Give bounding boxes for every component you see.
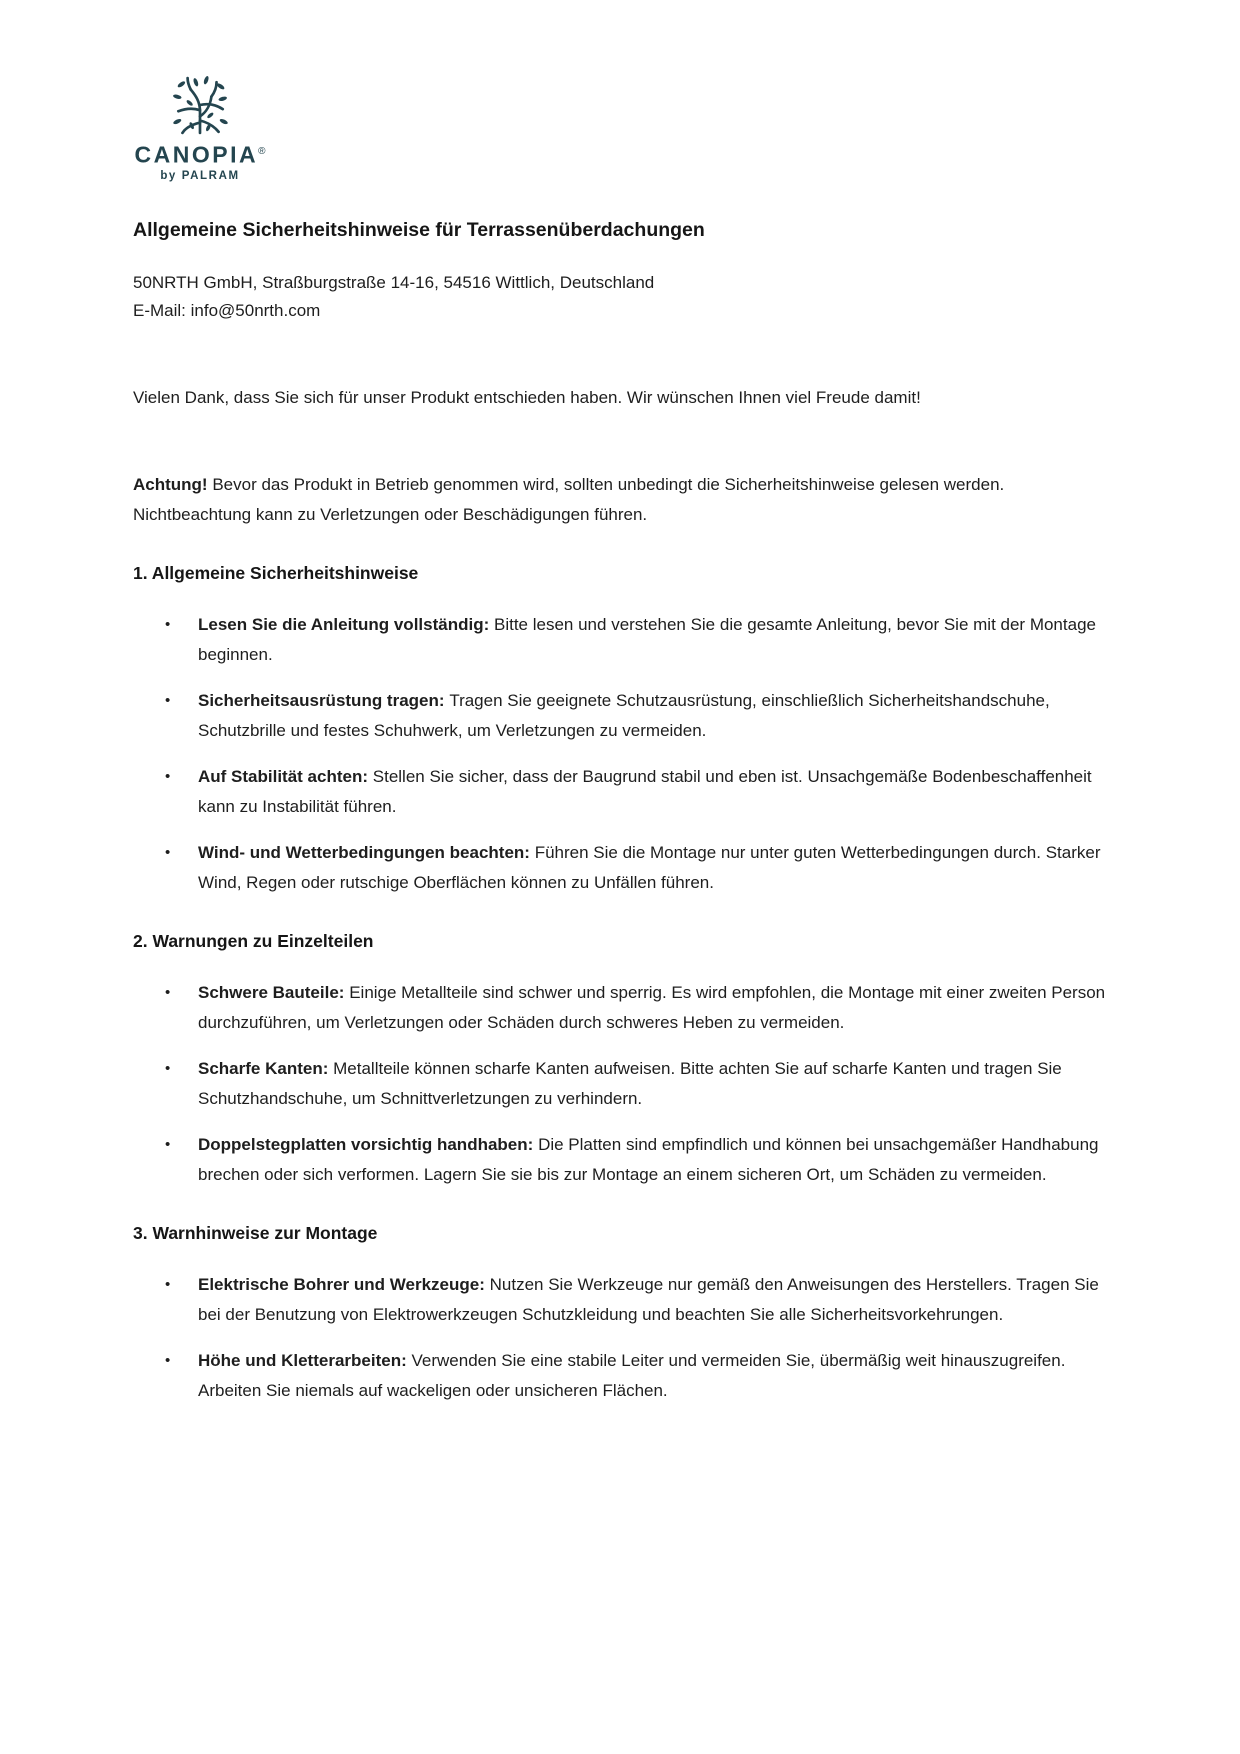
- list-item-text: Stellen Sie sicher, dass der Baugrund stabil und eben ist. Unsachgemäße Bodenbeschaffenheit kann zu Instabilität führen.: [198, 766, 1092, 816]
- brand-name: CANOPIA: [134, 141, 259, 168]
- list-item: [133, 1130, 1107, 1190]
- list-item-text: Tragen Sie geeignete Schutzausrüstung, einschließlich Sicherheitshandschuhe, Schutzbrille und festes Schuhwerk, um Verletzungen zu vermeiden.: [198, 690, 1050, 740]
- bullet-icon: •: [165, 1275, 171, 1293]
- list-item-label: Höhe und Kletterarbeiten:: [198, 1350, 407, 1370]
- list-item-body: [198, 978, 1107, 1038]
- bullet-icon: •: [165, 983, 171, 1001]
- list-item-label: Doppelstegplatten vorsichtig handhaben:: [198, 1134, 534, 1154]
- registered-mark: ®: [258, 146, 266, 157]
- section-1-heading: 1. Allgemeine Sicherheitshinweise: [133, 562, 419, 583]
- list-item-body: [198, 1270, 1107, 1330]
- bullet-icon: •: [165, 1351, 171, 1369]
- section-2-heading: 2. Warnungen zu Einzelteilen: [133, 930, 374, 951]
- list-item: [133, 1270, 1107, 1330]
- bullet-icon: •: [165, 767, 171, 785]
- list-item-body: [198, 1054, 1107, 1114]
- section-3-heading: 3. Warnhinweise zur Montage: [133, 1222, 378, 1243]
- list-item-body: [198, 762, 1107, 822]
- list-item-label: Auf Stabilität achten:: [198, 766, 369, 786]
- list-item-text: Metallteile können scharfe Kanten aufweisen. Bitte achten Sie auf scharfe Kanten und tragen Sie Schutzhandschuhe, um Schnittverletzungen zu verhindern.: [198, 1058, 1062, 1108]
- list-item-body: [198, 1130, 1107, 1190]
- list-item: [133, 610, 1107, 670]
- list-item: [133, 762, 1107, 822]
- list-item-label: Lesen Sie die Anleitung vollständig:: [198, 614, 490, 634]
- canopia-logo: [133, 74, 267, 182]
- canopia-tree-icon: [133, 74, 267, 136]
- section-3-list: [133, 1270, 1107, 1406]
- list-item-text: Die Platten sind empfindlich und können bei unsachgemäßer Handhabung brechen oder sich verformen. Lagern Sie sie bis zur Montage an einem sicheren Ort, um Schäden zu vermeiden.: [198, 1134, 1099, 1184]
- list-item-body: [198, 686, 1107, 746]
- bullet-icon: •: [165, 615, 171, 633]
- list-item-label: Scharfe Kanten:: [198, 1058, 329, 1078]
- bullet-icon: •: [165, 691, 171, 709]
- bullet-icon: •: [165, 843, 171, 861]
- brand-byline: by PALRAM: [160, 169, 240, 182]
- list-item-label: Schwere Bauteile:: [198, 982, 345, 1002]
- warning-paragraph: [133, 470, 1107, 530]
- page-title: Allgemeine Sicherheitshinweise für Terrassenüberdachungen: [133, 218, 705, 241]
- list-item-label: Wind- und Wetterbedingungen beachten:: [198, 842, 530, 862]
- bullet-icon: •: [165, 1059, 171, 1077]
- list-item-body: [198, 610, 1107, 670]
- email-line: E-Mail: info@50nrth.com: [133, 301, 321, 321]
- list-item-body: [198, 1346, 1107, 1406]
- warning-text: Bevor das Produkt in Betrieb genommen wird, sollten unbedingt die Sicherheitshinweise gelesen werden. Nichtbeachtung kann zu Verletzungen oder Beschädigungen führen.: [133, 474, 1005, 524]
- list-item: [133, 686, 1107, 746]
- list-item: [133, 1346, 1107, 1406]
- list-item-text: Führen Sie die Montage nur unter guten Wetterbedingungen durch. Starker Wind, Regen oder rutschige Oberflächen können zu Unfällen führen.: [198, 842, 1101, 892]
- list-item: [133, 978, 1107, 1038]
- bullet-icon: •: [165, 1135, 171, 1153]
- company-address-block: [133, 269, 1107, 326]
- list-item-label: Elektrische Bohrer und Werkzeuge:: [198, 1274, 485, 1294]
- warning-label: Achtung!: [133, 474, 208, 494]
- intro-paragraph: Vielen Dank, dass Sie sich für unser Produkt entschieden haben. Wir wünschen Ihnen viel Freude damit!: [133, 387, 921, 407]
- list-item-label: Sicherheitsausrüstung tragen:: [198, 690, 445, 710]
- list-item-text: Nutzen Sie Werkzeuge nur gemäß den Anweisungen des Herstellers. Tragen Sie bei der Benutzung von Elektrowerkzeugen Schutzkleidung und beachten Sie alle Sicherheitsvorkehrungen.: [198, 1274, 1099, 1324]
- list-item-text: Bitte lesen und verstehen Sie die gesamte Anleitung, bevor Sie mit der Montage beginnen.: [198, 614, 1096, 664]
- address-line: 50NRTH GmbH, Straßburgstraße 14-16, 54516 Wittlich, Deutschland: [133, 272, 655, 292]
- section-2-list: [133, 978, 1107, 1190]
- brand-wordmark: [133, 140, 267, 167]
- list-item: [133, 838, 1107, 898]
- section-1-list: [133, 610, 1107, 898]
- list-item-text: Einige Metallteile sind schwer und sperrig. Es wird empfohlen, die Montage mit einer zweiten Person durchzuführen, um Verletzungen oder Schäden durch schweres Heben zu vermeiden.: [198, 982, 1106, 1032]
- list-item: [133, 1054, 1107, 1114]
- list-item-text: Verwenden Sie eine stabile Leiter und vermeiden Sie, übermäßig weit hinauszugreifen. Arbeiten Sie niemals auf wackeligen oder unsicheren Flächen.: [198, 1350, 1066, 1400]
- list-item-body: [198, 838, 1107, 898]
